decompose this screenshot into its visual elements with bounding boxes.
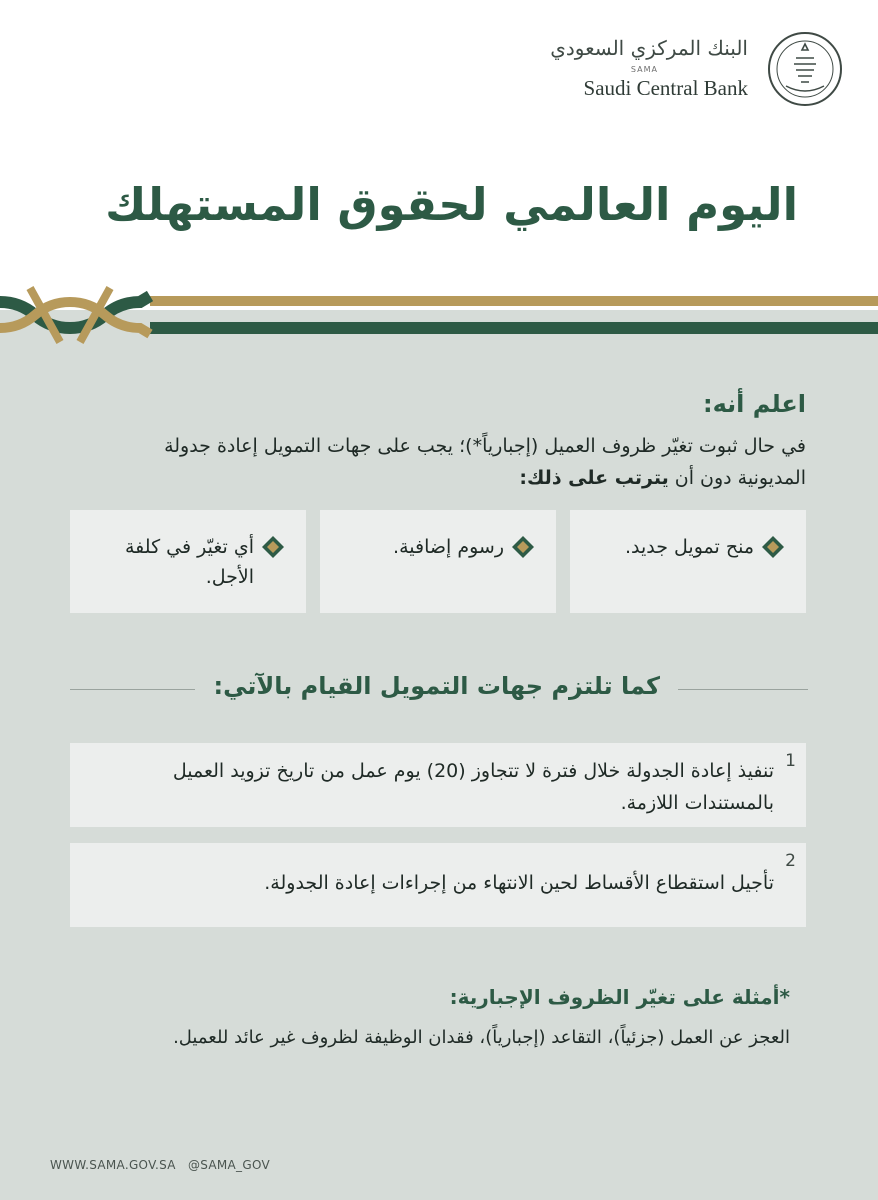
footer-social-handle[interactable]: @SAMA_GOV [187,1158,270,1172]
footer-website-link[interactable]: WWW.SAMA.GOV.SA [50,1158,176,1172]
sama-logo [524,30,844,110]
item-text: تنفيذ إعادة الجدولة خلال فترة لا تتجاوز (20) يوم عمل من تاريخ تزويد العميل بالمستندات اللازمة. [172,760,774,814]
page-title: اليوم العالمي لحقوق المستهلك [105,178,798,231]
examples-heading: *أمثلة على تغيّر الظروف الإجبارية: [449,985,790,1009]
header-area [0,0,878,310]
intro-line-2 [66,462,806,494]
intro-line-2-bold: يترتب على ذلك: [519,467,669,489]
card-text: منح تمويل جديد. [624,536,754,558]
card-cost-change [70,510,306,613]
sama-seal-icon [766,30,844,108]
intro-line-2-text: المديونية دون أن [668,467,806,489]
obligation-item-1 [70,743,806,827]
intro-line-1: في حال ثبوت تغيّر ظروف العميل (إجبارياً*)؛ يجب على جهات التمويل إعادة جدولة [164,435,806,457]
item-number: 1 [785,751,796,771]
card-text: أي تغيّر في كلفة الأجل. [125,536,254,588]
logo-english-name: Saudi Central Bank [583,76,748,100]
conditions-cards [70,510,806,613]
logo-arabic-name: البنك المركزي السعودي [550,36,748,60]
footer [50,1158,278,1172]
item-text: تأجيل استقطاع الأقساط لحين الانتهاء من إجراءات إعادة الجدولة. [264,872,774,894]
diamond-icon [512,536,534,558]
diamond-icon [262,536,284,558]
decorative-ribbon [0,282,878,348]
diamond-icon [762,536,784,558]
logo-sama-text: SAMA [630,65,658,74]
card-text: رسوم إضافية. [393,536,504,558]
card-new-financing [570,510,806,613]
intro-heading: اعلم أنه: [703,390,806,418]
examples-body: العجز عن العمل (جزئياً)، التقاعد (إجبارياً)، فقدان الوظيفة لظروف غير عائد للعميل. [173,1027,790,1048]
obligation-item-2 [70,843,806,927]
card-extra-fees [320,510,556,613]
obligations-heading: كما تلتزم جهات التمويل القيام بالآتي: [195,672,678,700]
item-number: 2 [785,851,796,871]
intro-paragraph [66,430,806,494]
